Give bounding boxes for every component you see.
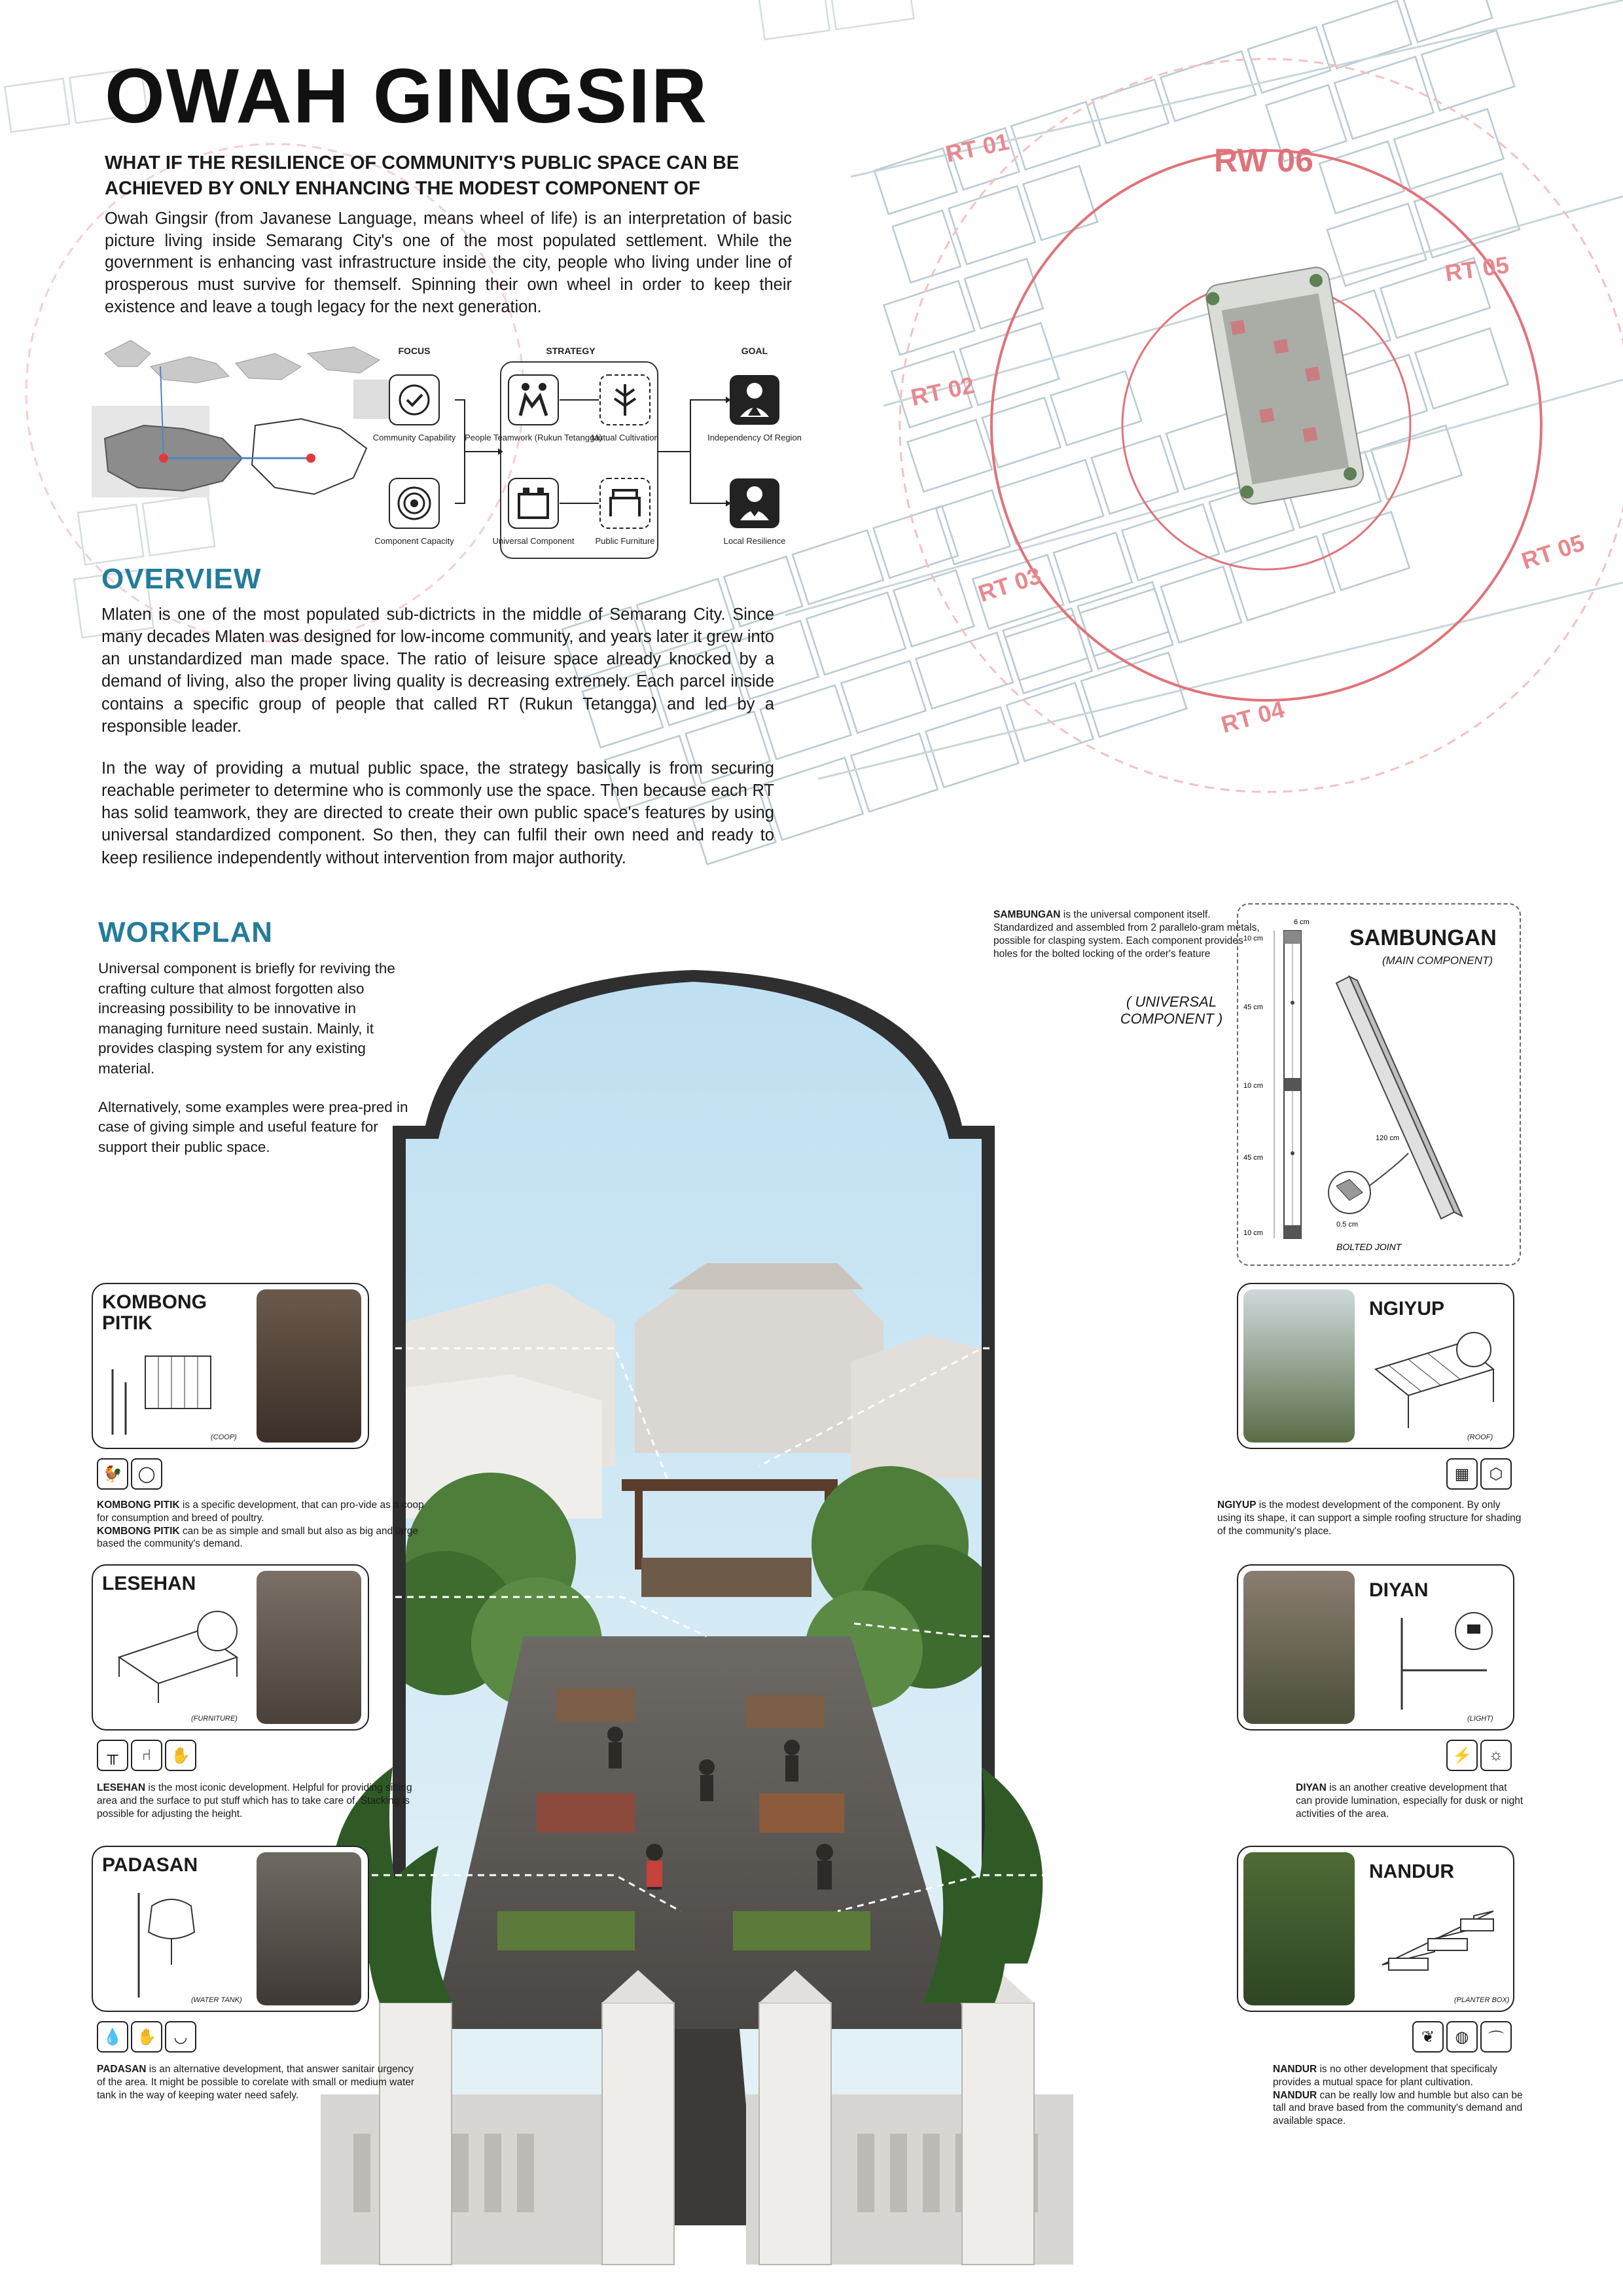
padasan-title: PADASAN: [102, 1854, 198, 1876]
nandur-title: NANDUR: [1369, 1861, 1454, 1882]
bolted-joint-label: BOLTED JOINT: [1336, 1242, 1402, 1252]
rw-label: RW 06: [1214, 142, 1313, 179]
diyan-tag: (LIGHT): [1467, 1715, 1493, 1723]
ngiyup-tag: (ROOF): [1467, 1433, 1493, 1441]
kombong-pitik-desc-text2: can be as simple and small but also as big and large based the community's demand.: [97, 1525, 419, 1550]
diyan-desc-text: is an another creative development that can provide lumination, especially for dusk or night activities of the area.: [1296, 1782, 1524, 1820]
ngiyup-desc-lead: NGIYUP: [1217, 1499, 1257, 1511]
box-icon: ⬡: [1480, 1458, 1512, 1490]
sambungan-title: SAMBUNGAN: [1349, 925, 1497, 950]
component-icon: [508, 478, 558, 528]
water-drop-icon: 💧: [97, 2021, 128, 2053]
universal-component-label: ( UNIVERSAL COMPONENT ): [1120, 994, 1223, 1028]
padasan-desc-text: is an alternative development, that answer sanitair urgency of the area. It might be possible to corelate with small or medium water tank in the way of keeping water need safely.: [97, 2064, 415, 2101]
dim-label-7: 120 cm: [1376, 1134, 1400, 1142]
sambungan-desc-text: is the universal component itself. Standardized and assembled from 2 parallelo-gram metals, possible for clasping system. Each component provides holes for the bolted locking of the order's feature: [993, 909, 1260, 960]
coop-drawing: [99, 1343, 243, 1441]
chair-icon: ⑁: [131, 1740, 162, 1771]
nandur-desc-text2: can be really low and humble but also can be tall and brave based from the community's demand and available space.: [1273, 2089, 1523, 2127]
dim-label-3: 10 cm: [1243, 1082, 1263, 1090]
ngiyup-description: [1217, 1499, 1525, 1537]
strategy-heading: STRATEGY: [546, 346, 596, 356]
teamwork-icon: [508, 375, 558, 425]
sambungan-card: [1237, 903, 1521, 1266]
lesehan-desc-lead: LESEHAN: [97, 1782, 146, 1793]
lesehan-desc-text: is the most iconic development. Helpful for providing sitting area and the surface to put stuff which has to take care of. Stacking is possible for adjusting the height.: [97, 1782, 412, 1820]
padasan-card: [92, 1846, 369, 2012]
workplan-heading: WORKPLAN: [98, 916, 274, 948]
nandur-card: [1237, 1846, 1514, 2012]
people-icon: ✋: [165, 1740, 196, 1771]
sambungan-drawing: [1238, 905, 1520, 1265]
strategy-label-1: People Teamwork (Rukun Tetangga): [465, 433, 602, 442]
kombong-pitik-desc-text: is a specific development, that can pro-vide as a coop for consumption and breed of poultry.: [97, 1499, 424, 1524]
padasan-desc-lead: PADASAN: [97, 2064, 147, 2075]
strategy-label-2: Mutual Cultivation: [591, 433, 659, 442]
plant-icon: ❦: [1412, 2021, 1444, 2053]
padasan-drawing: [106, 1880, 237, 2004]
dim-label-8: 0.5 cm: [1336, 1221, 1359, 1229]
perspective-render: [340, 982, 1283, 2291]
sambungan-subtitle: (MAIN COMPONENT): [1382, 954, 1493, 967]
furniture-icon: [600, 478, 650, 528]
page-title: OWAH GINGSIR: [105, 53, 709, 139]
focus-label-2: Component Capacity: [374, 536, 454, 546]
nandur-desc-lead2: NANDUR: [1273, 2089, 1317, 2101]
ngiyup-card: [1237, 1283, 1514, 1449]
lightning-icon: ⚡: [1446, 1740, 1478, 1771]
lesehan-photo: [257, 1571, 361, 1724]
rt-label-05a: RT 05: [1443, 251, 1511, 287]
planter-drawing: [1363, 1886, 1507, 1998]
diyan-description: [1296, 1782, 1525, 1820]
table-icon: ╥: [97, 1740, 128, 1771]
target-icon: [389, 478, 439, 528]
overview-paragraph-1: Mlaten is one of the most populated sub-dictricts in the middle of Semarang City. Since many decades Mlaten was designed for low-income community, and years later it grew into an unstandardized man made space. The ratio of leisure space already knocked by a demand of living, also the proper living quality is decreasing extremely. Each parcel inside contains a specific group of people that called RT (Rukun Tetangga) and led by a responsible leader.: [101, 605, 774, 736]
diyan-photo: [1243, 1571, 1355, 1724]
focus-heading: FOCUS: [398, 346, 431, 356]
rt-label-05b: RT 05: [1518, 529, 1588, 575]
strategy-diagram: [372, 344, 802, 566]
lesehan-drawing: [99, 1605, 250, 1716]
nandur-desc-text: is no other development that specificaly provides a mutual space for plant cultivation.: [1273, 2064, 1497, 2088]
intro-paragraph: Owah Gingsir (from Javanese Language, means wheel of life) is an interpretation of basic picture living inside Semarang City's one of the most populated settlement. While the government is enhancing vast infrastructure inside the city, people who living under line of prosperous must survive for themself. Spinning their own wheel in order to keep their existence and leave a tough legacy for the next generation.: [105, 209, 792, 316]
cultivation-icon: [600, 375, 650, 425]
lesehan-tag: (FURNITURE): [191, 1715, 238, 1723]
goal-label-2: Local Resilience: [723, 536, 786, 546]
dim-label-4: 45 cm: [1243, 1154, 1263, 1162]
goal-heading: GOAL: [741, 346, 768, 356]
bulb-icon: ☼: [1480, 1740, 1512, 1771]
roof-drawing: [1363, 1330, 1507, 1435]
overview-heading: OVERVIEW: [101, 563, 262, 595]
kombong-pitik-title: KOMBONG PITIK: [102, 1291, 207, 1334]
chili-icon: ⌒: [1480, 2021, 1512, 2053]
padasan-description: [97, 2063, 424, 2102]
kombong-pitik-description: [97, 1499, 424, 1551]
kombong-pitik-desc-lead2: KOMBONG PITIK: [97, 1525, 180, 1537]
diyan-desc-lead: DIYAN: [1296, 1782, 1327, 1793]
egg-icon: ◯: [131, 1458, 162, 1490]
resilience-icon: [730, 478, 779, 528]
padasan-photo: [257, 1852, 361, 2005]
ngiyup-desc-text: is the modest development of the component. By only using its shape, it can support a simple roofing structure for shading of the community's place.: [1217, 1499, 1522, 1537]
location-map: [92, 327, 399, 543]
dim-label-5: 10 cm: [1243, 1229, 1263, 1237]
nandur-photo: [1243, 1852, 1355, 2005]
nandur-desc-lead: NANDUR: [1273, 2064, 1317, 2075]
diyan-card: [1237, 1564, 1514, 1731]
dim-label-1: 10 cm: [1243, 935, 1263, 942]
basin-icon: ◡: [165, 2021, 196, 2053]
ngiyup-title: NGIYUP: [1369, 1298, 1445, 1319]
lesehan-card: [92, 1564, 369, 1731]
hand-wash-icon: ✋: [131, 2021, 162, 2053]
page-subtitle: WHAT IF THE RESILIENCE OF COMMUNITY'S PUBLIC SPACE CAN BE ACHIEVED BY ONLY ENHANCING THE MODEST COMPONENT OF: [105, 152, 740, 200]
rt-label-04: RT 04: [1218, 695, 1287, 738]
light-drawing: [1363, 1605, 1507, 1716]
sambungan-description: [993, 908, 1268, 961]
solar-panel-icon: ▦: [1446, 1458, 1478, 1490]
kombong-pitik-card: [92, 1283, 369, 1449]
dim-label-2: 45 cm: [1243, 1003, 1263, 1011]
goal-label-1: Independency Of Region: [707, 433, 802, 442]
rt-label-01: RT 01: [943, 128, 1012, 168]
kombong-pitik-tag: (COOP): [211, 1433, 237, 1441]
diyan-title: DIYAN: [1369, 1579, 1429, 1601]
workplan-paragraph-2: Alternatively, some examples were prea-pred in case of giving simple and useful feature for support their public space.: [98, 1098, 408, 1155]
lesehan-description: [97, 1782, 424, 1820]
independency-icon: [730, 375, 779, 425]
overview-body: [101, 603, 774, 889]
sambungan-desc-lead: SAMBUNGAN: [993, 909, 1061, 920]
chicken-icon: 🐓: [97, 1458, 128, 1490]
strategy-label-3: Universal Component: [492, 536, 575, 546]
nandur-tag: (PLANTER BOX): [1454, 1996, 1510, 2004]
ngiyup-photo: [1243, 1289, 1355, 1443]
dim-label-6: 6 cm: [1294, 918, 1310, 926]
nandur-description: [1273, 2063, 1525, 2128]
rt-label-03: RT 03: [974, 562, 1044, 607]
rt-label-02: RT 02: [908, 371, 977, 411]
onion-icon: ◍: [1446, 2021, 1478, 2053]
workplan-paragraph-1: Universal component is briefly for reviving the crafting culture that almost forgotten also increasing possibility to be innovative in managing furniture need sustain. Mainly, it provides clasping system for any existing material.: [98, 960, 395, 1077]
kombong-pitik-desc-lead: KOMBONG PITIK: [97, 1499, 180, 1511]
lesehan-title: LESEHAN: [102, 1573, 196, 1594]
overview-paragraph-2: In the way of providing a mutual public space, the strategy basically is from securing reachable perimeter to determine who is commonly use the space. Then because each RT has solid teamwork, they are directed to create their own public space's features by using universal standardized component. So then, they can fulfil their own need and ready to keep resilience independently without intervention from major authority.: [101, 759, 774, 867]
check-icon: [389, 375, 439, 425]
focus-label-1: Community Capability: [372, 433, 456, 442]
strategy-label-4: Public Furniture: [595, 536, 655, 546]
padasan-tag: (WATER TANK): [191, 1996, 242, 2004]
kombong-pitik-photo: [257, 1289, 361, 1443]
